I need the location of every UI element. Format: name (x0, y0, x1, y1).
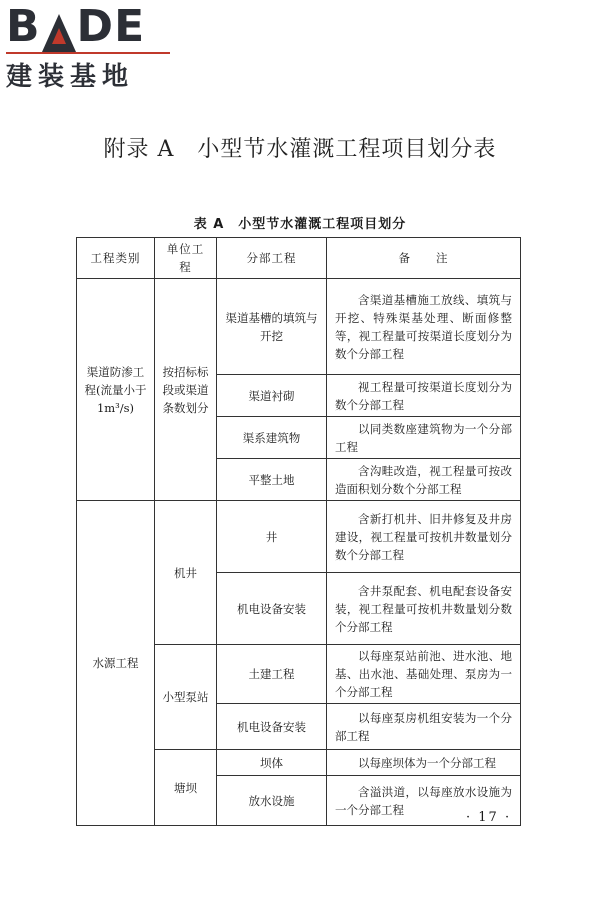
table-caption: 表 A 小型节水灌溉工程项目划分 (193, 217, 407, 232)
page-number: · 17 · (466, 810, 512, 825)
logo-wordmark: B DE (6, 1, 146, 52)
note-cell: 以每座泵房机组安装为一个分部工程 (327, 704, 521, 750)
part-cell: 井 (217, 501, 327, 573)
unit-cell: 塘坝 (155, 750, 217, 826)
part-cell: 机电设备安装 (217, 573, 327, 645)
part-cell: 渠道衬砌 (217, 375, 327, 417)
table-row (77, 501, 521, 573)
header-unit: 单位工程 (155, 238, 217, 279)
note-cell: 以每座坝体为一个分部工程 (327, 750, 521, 776)
category-cell: 渠道防渗工程(流量小于 1m³/s) (77, 279, 155, 501)
part-cell: 土建工程 (217, 645, 327, 704)
part-cell: 渠系建筑物 (217, 417, 327, 459)
header-part: 分部工程 (217, 238, 327, 279)
note-cell: 以同类数座建筑物为一个分部工程 (327, 417, 521, 459)
part-cell: 放水设施 (217, 776, 327, 826)
header-note: 备 注 (327, 238, 521, 279)
note-cell: 含井泵配套、机电配套设备安装，视工程量可按机井数量划分数个分部工程 (327, 573, 521, 645)
part-cell: 渠道基槽的填筑与开挖 (217, 279, 327, 375)
note-cell: 视工程量可按渠道长度划分为数个分部工程 (327, 375, 521, 417)
part-cell: 坝体 (217, 750, 327, 776)
logo-subtitle: 建装基地 (6, 62, 135, 92)
note-cell: 含渠道基槽施工放线、填筑与开挖、特殊渠基处理、断面修整等，视工程量可按渠道长度划分为数个分部工程 (327, 279, 521, 375)
part-cell: 机电设备安装 (217, 704, 327, 750)
note-cell: 含沟畦改造，视工程量可按改造面积划分数个分部工程 (327, 459, 521, 501)
logo-divider (6, 52, 170, 54)
project-division-table (76, 237, 521, 826)
note-cell: 含溢洪道，以每座放水设施为一个分部工程 (327, 776, 521, 826)
logo-a-triangle-icon (42, 10, 76, 50)
appendix-title: 附录 A 小型节水灌溉工程项目划分表 (103, 137, 497, 162)
unit-cell: 小型泵站 (155, 645, 217, 750)
note-cell: 含新打机井、旧井修复及井房建设，视工程量可按机井数量划分数个分部工程 (327, 501, 521, 573)
bade-logo (6, 1, 176, 93)
unit-cell: 机井 (155, 501, 217, 645)
table-header-row (77, 238, 521, 279)
header-category: 工程类别 (77, 238, 155, 279)
note-cell: 以每座泵站前池、进水池、地基、出水池、基础处理、泵房为一个分部工程 (327, 645, 521, 704)
category-cell: 水源工程 (77, 501, 155, 826)
unit-cell: 按招标标段或渠道条数划分 (155, 279, 217, 501)
part-cell: 平整土地 (217, 459, 327, 501)
table-row (77, 279, 521, 375)
